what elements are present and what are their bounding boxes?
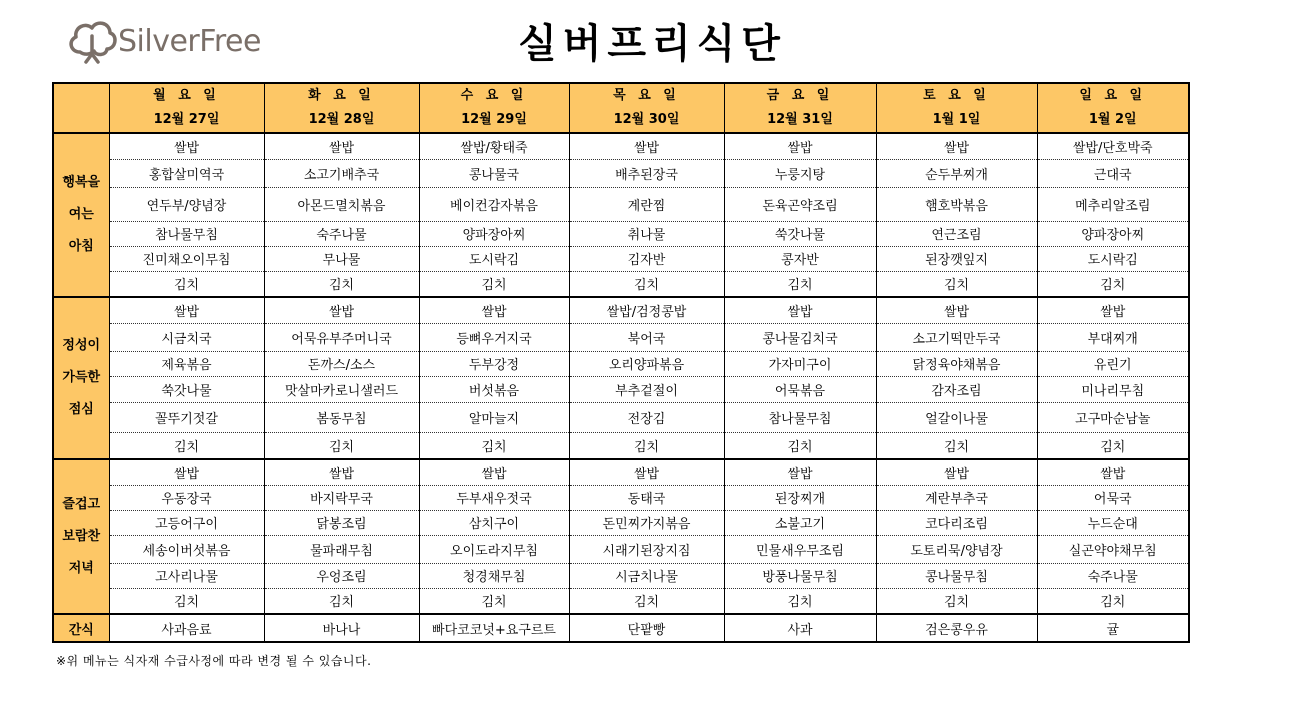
snack-item: 귤 [1037,614,1189,642]
menu-item: 쌀밥/황태죽 [419,133,569,159]
menu-item: 우엉조림 [264,563,419,588]
day-name: 수 요 일 [460,88,528,103]
day-name: 월 요 일 [153,88,220,103]
snack-item: 단팥빵 [569,614,724,642]
meal-label-line: 정성이 [62,338,101,353]
day-date: 12월 31일 [767,112,833,127]
snack-item: 바나나 [264,614,419,642]
day-header [419,83,569,133]
menu-item: 시래기된장지짐 [569,535,724,563]
menu-row [53,432,1189,459]
menu-item: 콩자반 [724,246,876,271]
day-name: 토 요 일 [923,88,990,103]
menu-item: 콩나물김치국 [724,323,876,351]
menu-item: 시금치국 [109,323,264,351]
menu-table [52,82,1190,643]
snack-item: 사과 [724,614,876,642]
menu-item: 물파래무침 [264,535,419,563]
menu-item: 두부강정 [419,351,569,376]
menu-row [53,351,1189,376]
menu-row [53,588,1189,614]
menu-item: 쌀밥/검정콩밥 [569,297,724,323]
menu-item: 유린기 [1037,351,1189,376]
menu-item: 김치 [1037,432,1189,459]
menu-item: 김치 [109,588,264,614]
menu-item: 닭봉조림 [264,510,419,535]
menu-item: 등뼈우거지국 [419,323,569,351]
meal-label-line: 행복을 [62,175,101,190]
menu-item: 진미채오이무침 [109,246,264,271]
menu-row [53,535,1189,563]
menu-item: 쑥갓나물 [109,376,264,402]
snack-row [53,614,1189,642]
menu-item: 계란부추국 [876,485,1037,510]
day-header [109,83,264,133]
day-date: 1월 1일 [932,112,981,127]
menu-item: 연근조림 [876,221,1037,246]
menu-item: 배추된장국 [569,159,724,187]
menu-item: 김치 [724,588,876,614]
menu-item: 김치 [264,588,419,614]
menu-item: 돈육곤약조림 [724,187,876,221]
menu-row [53,159,1189,187]
menu-row [53,187,1189,221]
menu-item: 쌀밥 [876,133,1037,159]
menu-item: 쌀밥 [109,133,264,159]
snack-item: 빠다코코넛+요구르트 [419,614,569,642]
menu-item: 참나물무침 [724,402,876,432]
menu-item: 동태국 [569,485,724,510]
menu-item: 소고기배추국 [264,159,419,187]
meal-label-line: 여는 [68,207,94,222]
day-header [876,83,1037,133]
day-date: 12월 30일 [613,112,680,127]
meal-label-line: 저녁 [68,560,94,576]
menu-item: 김치 [569,271,724,297]
menu-item: 김치 [876,432,1037,459]
corner-cell [53,83,109,133]
menu-item: 근대국 [1037,159,1189,187]
menu-item: 쌀밥/단호박죽 [1037,133,1189,159]
menu-item: 방풍나물무침 [724,563,876,588]
menu-item: 쌀밥 [1037,459,1189,485]
menu-item: 도시락김 [1037,246,1189,271]
menu-item: 쌀밥 [724,133,876,159]
menu-item: 김치 [1037,271,1189,297]
menu-item: 쌀밥 [264,133,419,159]
menu-item: 쌀밥 [264,459,419,485]
menu-item: 청경채무침 [419,563,569,588]
menu-row [53,563,1189,588]
menu-item: 쌀밥 [109,297,264,323]
day-date: 1월 2일 [1088,112,1137,127]
menu-row [53,459,1189,485]
menu-item: 도토리묵/양념장 [876,535,1037,563]
menu-item: 두부새우젓국 [419,485,569,510]
menu-item: 김치 [876,271,1037,297]
menu-item: 김자반 [569,246,724,271]
menu-item: 무나물 [264,246,419,271]
menu-row [53,402,1189,432]
menu-item: 쌀밥 [876,459,1037,485]
menu-item: 연두부/양념장 [109,187,264,221]
menu-item: 민물새우무조림 [724,535,876,563]
menu-item: 김치 [569,432,724,459]
menu-item: 계란찜 [569,187,724,221]
menu-item: 취나물 [569,221,724,246]
menu-item: 꼴뚜기젓갈 [109,402,264,432]
menu-item: 홍합살미역국 [109,159,264,187]
menu-row [53,133,1189,159]
day-date: 12월 27일 [153,112,220,127]
menu-item: 김치 [1037,588,1189,614]
menu-item: 코다리조림 [876,510,1037,535]
menu-item: 오리양파볶음 [569,351,724,376]
menu-item: 누드순대 [1037,510,1189,535]
menu-item: 고등어구이 [109,510,264,535]
menu-row [53,271,1189,297]
menu-item: 숙주나물 [1037,563,1189,588]
menu-item: 알마늘지 [419,402,569,432]
day-date: 12월 29일 [461,112,527,127]
menu-row [53,485,1189,510]
menu-item: 햄호박볶음 [876,187,1037,221]
menu-item: 버섯볶음 [419,376,569,402]
meal-label-line: 보람찬 [62,528,101,544]
page-title: 실버프리식단 [518,21,786,67]
menu-row [53,376,1189,402]
day-date: 12월 28일 [308,112,375,127]
menu-item: 고사리나물 [109,563,264,588]
snack-item: 검은콩우유 [876,614,1037,642]
menu-item: 양파장아찌 [419,221,569,246]
menu-item: 콩나물국 [419,159,569,187]
menu-item: 우동장국 [109,485,264,510]
menu-item: 김치 [419,271,569,297]
meal-label [53,459,109,614]
day-name: 금 요 일 [766,88,834,103]
menu-item: 쌀밥 [724,297,876,323]
menu-item: 김치 [109,271,264,297]
menu-item: 김치 [876,588,1037,614]
meal-label-line: 가득한 [62,370,101,385]
menu-item: 소고기떡만두국 [876,323,1037,351]
snack-item: 사과음료 [109,614,264,642]
meal-label-line: 아침 [68,239,94,254]
menu-item: 바지락무국 [264,485,419,510]
menu-item: 쌀밥 [876,297,1037,323]
menu-item: 전장김 [569,402,724,432]
menu-item: 가자미구이 [724,351,876,376]
day-name: 목 요 일 [613,88,680,103]
menu-item: 어묵국 [1037,485,1189,510]
menu-item: 어묵볶음 [724,376,876,402]
menu-item: 김치 [264,271,419,297]
menu-item: 콩나물무침 [876,563,1037,588]
day-header [569,83,724,133]
menu-item: 숙주나물 [264,221,419,246]
menu-item: 쌀밥 [569,459,724,485]
day-header [264,83,419,133]
menu-item: 부추겉절이 [569,376,724,402]
menu-item: 세송이버섯볶음 [109,535,264,563]
menu-item: 순두부찌개 [876,159,1037,187]
logo-text: SilverFree [118,24,261,59]
menu-item: 돈민찌가지볶음 [569,510,724,535]
menu-item: 김치 [724,432,876,459]
menu-item: 쌀밥 [264,297,419,323]
menu-item: 어묵유부주머니국 [264,323,419,351]
menu-item: 감자조림 [876,376,1037,402]
menu-item: 돈까스/소스 [264,351,419,376]
menu-row [53,297,1189,323]
menu-item: 실곤약야채무침 [1037,535,1189,563]
menu-item: 베이컨감자볶음 [419,187,569,221]
day-header [724,83,876,133]
menu-item: 미나리무침 [1037,376,1189,402]
menu-item: 된장깻잎지 [876,246,1037,271]
menu-item: 김치 [264,432,419,459]
snack-label: 간식 [53,614,109,642]
menu-item: 닭정육야채볶음 [876,351,1037,376]
meal-label-line: 즐겁고 [62,496,101,512]
menu-item: 김치 [109,432,264,459]
day-header-row [53,83,1189,133]
menu-item: 제육볶음 [109,351,264,376]
menu-item: 쌀밥 [109,459,264,485]
menu-item: 고구마순남놀 [1037,402,1189,432]
menu-item: 도시락김 [419,246,569,271]
menu-row [53,510,1189,535]
menu-row [53,246,1189,271]
menu-item: 부대찌개 [1037,323,1189,351]
menu-item: 얼갈이나물 [876,402,1037,432]
footnote: ※위 메뉴는 식자재 수급사정에 따라 변경 될 수 있습니다. [56,654,372,668]
day-name: 화 요 일 [308,88,375,103]
menu-item: 오이도라지무침 [419,535,569,563]
menu-item: 쌀밥 [419,297,569,323]
menu-row [53,323,1189,351]
menu-item: 참나물무침 [109,221,264,246]
menu-item: 김치 [569,588,724,614]
menu-item: 김치 [724,271,876,297]
menu-item: 맛살마카로니샐러드 [264,376,419,402]
meal-label [53,297,109,459]
menu-item: 누룽지탕 [724,159,876,187]
menu-item: 봄동무침 [264,402,419,432]
day-header [1037,83,1189,133]
menu-item: 북어국 [569,323,724,351]
menu-item: 쑥갓나물 [724,221,876,246]
menu-item: 쌀밥 [419,459,569,485]
menu-item: 소불고기 [724,510,876,535]
menu-item: 김치 [419,588,569,614]
menu-item: 쌀밥 [724,459,876,485]
menu-item: 쌀밥 [569,133,724,159]
menu-item: 된장찌개 [724,485,876,510]
menu-item: 김치 [419,432,569,459]
menu-item: 양파장아찌 [1037,221,1189,246]
menu-item: 삼치구이 [419,510,569,535]
menu-item: 쌀밥 [1037,297,1189,323]
menu-item: 시금치나물 [569,563,724,588]
day-name: 일 요 일 [1079,88,1147,103]
menu-item: 메추리알조림 [1037,187,1189,221]
meal-label-line: 점심 [68,402,94,417]
meal-label [53,133,109,297]
menu-item: 아몬드멸치볶음 [264,187,419,221]
menu-row [53,221,1189,246]
